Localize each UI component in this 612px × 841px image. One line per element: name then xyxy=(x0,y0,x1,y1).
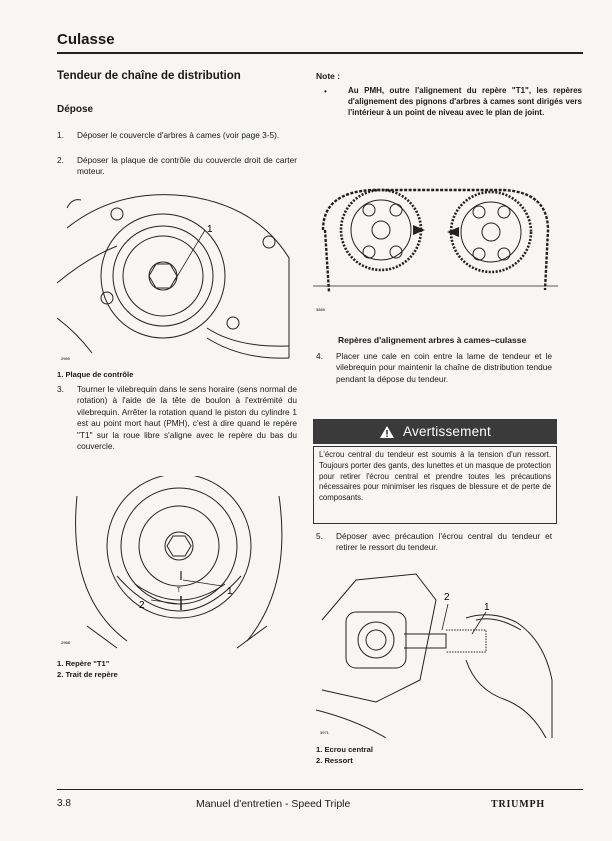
figure-code: 3869 xyxy=(316,307,325,312)
figure-camshaft-alignment xyxy=(313,180,558,316)
figure-tensioner-removal xyxy=(316,560,556,738)
caption-2: 2. Ressort xyxy=(316,756,353,765)
step-2 xyxy=(57,155,297,178)
step-number: 1. xyxy=(57,130,64,140)
figure-code: 2969 xyxy=(61,356,70,361)
caption-1: 1. Repère "T1" xyxy=(57,659,110,668)
note-label: Note : xyxy=(316,71,341,81)
figure-t1-mark xyxy=(57,476,297,654)
step-5 xyxy=(316,531,552,554)
figure-control-plate xyxy=(57,188,297,366)
note-bullet: • xyxy=(324,87,327,96)
callout-1: 1 xyxy=(207,224,213,235)
step-number: 3. xyxy=(57,384,64,394)
step-text: Déposer la plaque de contrôle du couvercle droit de carter moteur. xyxy=(77,155,297,177)
page-number: 3.8 xyxy=(57,798,71,809)
caption-1: 1. Ecrou central xyxy=(316,745,373,754)
warning-header xyxy=(313,419,557,444)
step-text: Tourner le vilebrequin dans le sens horaire (sens normal de rotation) à l'aide de la tête de boulon à l'extrémité du vilebrequin. Arrêter la rotation quand le piston du cylindre 1 est au point mort haut (PMH), c'est à dire quand le repère "T1" sur la roue libre s'aligne avec le repère du bas du couvercle. xyxy=(77,384,297,452)
chapter-title: Culasse xyxy=(57,31,115,48)
figure-captions xyxy=(57,658,118,680)
figure-code: 2968 xyxy=(61,640,70,645)
callout-leader xyxy=(151,600,179,604)
brand-logo: TRIUMPH xyxy=(491,799,545,810)
callout-leader xyxy=(175,230,205,280)
header-rule xyxy=(57,52,583,54)
figure-code: 3971 xyxy=(320,730,329,735)
step-1 xyxy=(57,130,297,141)
warning-body: L'écrou central du tendeur est soumis à la tension d'un ressort. Toujours porter des gants, des lunettes et un masque de protection pour retirer l'écrou central et prendre toutes les précautions nécessaires pour minimiser les risques de blessure et de perte de composants. xyxy=(313,446,557,524)
step-number: 4. xyxy=(316,351,323,361)
step-text: Placer une cale en coin entre la lame de tendeur et le vilebrequin pour maintenir la chaîne de distribution tendue pendant la dépose du tendeur. xyxy=(336,351,552,384)
callout-leader xyxy=(442,604,448,630)
section-title: Tendeur de chaîne de distribution xyxy=(57,70,241,82)
figure-title: Repères d'alignement arbres à cames–culasse xyxy=(338,335,527,345)
step-number: 5. xyxy=(316,531,323,541)
figure-captions xyxy=(316,744,373,766)
callout-2: 2 xyxy=(444,592,450,603)
callout-2: 2 xyxy=(139,600,145,611)
step-3 xyxy=(57,384,297,452)
footer-title: Manuel d'entretien - Speed Triple xyxy=(196,798,351,810)
step-4 xyxy=(316,351,552,385)
note-text: Au PMH, outre l'alignement du repère "T1", les repères d'alignement des pignons d'arbres à cames sont dirigés vers l'intérieur à un point de niveau avec le plan de joint. xyxy=(348,86,582,118)
warning-triangle-icon xyxy=(379,425,395,439)
svg-text:T: T xyxy=(177,588,181,594)
callout-1: 1 xyxy=(484,602,490,613)
footer-rule xyxy=(57,789,583,790)
caption-2: 2. Trait de repère xyxy=(57,670,118,679)
step-text: Déposer le couvercle d'arbres à cames (voir page 3-5). xyxy=(77,130,280,140)
section-subtitle: Dépose xyxy=(57,104,94,115)
warning-title: Avertissement xyxy=(403,424,491,439)
step-text: Déposer avec précaution l'écrou central du tendeur et retirer le ressort du tendeur. xyxy=(336,531,552,553)
callout-1: 1 xyxy=(227,586,233,597)
step-number: 2. xyxy=(57,155,64,165)
figure-caption: 1. Plaque de contrôle xyxy=(57,370,134,379)
